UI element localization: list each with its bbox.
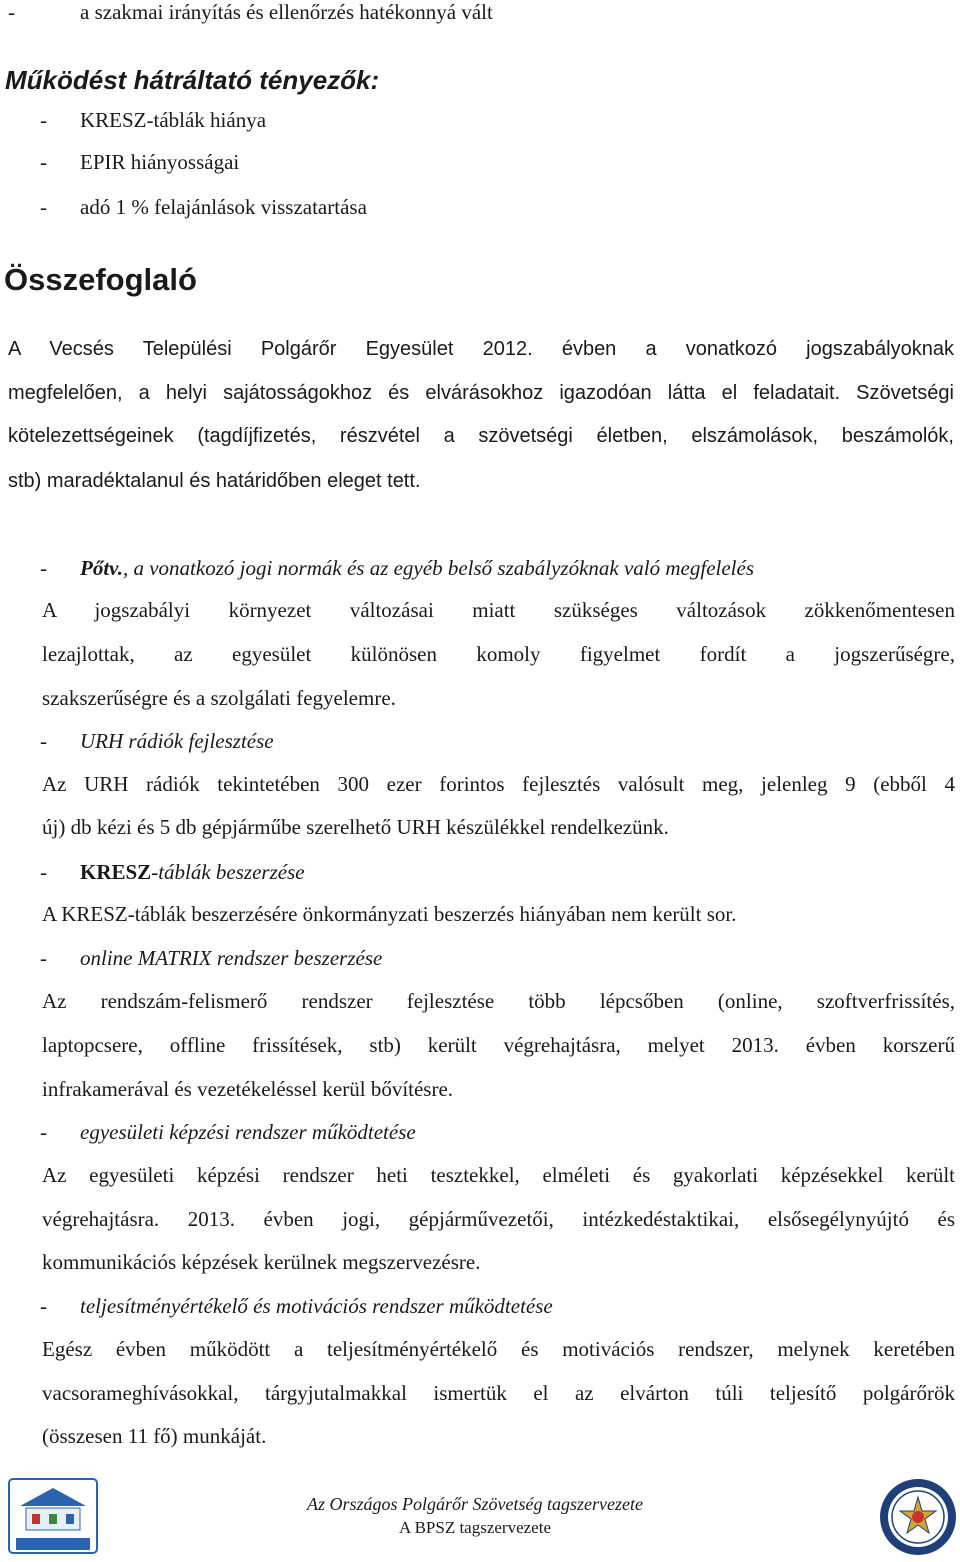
list-dash: - [40, 729, 47, 753]
list-dash: - [40, 150, 47, 174]
opsz-logo-graphic [8, 1478, 98, 1554]
section-line: Az URH rádiók tekintetében 300 ezer forintos fejlesztés valósult meg, jelenleg 9 (ebből 4 [42, 772, 955, 796]
summary-line: kötelezettségeinek (tagdíjfizetés, részvétel a szövetségi életben, elszámolások, beszámolók, [8, 425, 954, 447]
list-dash: - [40, 1294, 47, 1318]
section-title-matrix: online MATRIX rendszer beszerzése [80, 946, 383, 970]
list-dash: - [40, 556, 47, 580]
section-line: Egész évben működött a teljesítményértékelő és motivációs rendszer, melynek keretében [42, 1337, 955, 1361]
section-line: új) db kézi és 5 db gépjárműbe szerelhető URH készülékkel rendelkezünk. [42, 815, 669, 839]
bpsz-seal-logo [878, 1477, 958, 1557]
section-line: végrehajtásra. 2013. évben jogi, gépjárművezetői, intézkedéstaktikai, elsősegélynyújtó és [42, 1207, 955, 1231]
list-dash: - [40, 108, 47, 132]
footer-line-2: A BPSZ tagszervezete [398, 1518, 551, 1537]
section-line: lezajlottak, az egyesület különösen komoly figyelmet fordít a jogszerűségre, [42, 642, 955, 666]
obstacles-heading: Működést hátráltató tényezők: [5, 65, 380, 95]
summary-line: stb) maradéktalanul és határidőben eleget tett. [8, 470, 421, 492]
section-line: szakszerűségre és a szolgálati fegyelemre. [42, 686, 396, 710]
section-title-kresz [80, 860, 305, 885]
section-line: Az rendszám-felismerő rendszer fejlesztése több lépcsőben (online, szoftverfrissítés, [42, 989, 955, 1013]
section-title-rest: , a vonatkozó jogi normák és az egyéb belső szabályzóknak való megfelelés [122, 556, 754, 580]
section-line: A jogszabályi környezet változásai miatt szükséges változások zökkenőmentesen [42, 598, 955, 622]
summary-line: A Vecsés Települési Polgárőr Egyesület 2012. évben a vonatkozó jogszabályoknak [8, 338, 954, 360]
top-item-text: a szakmai irányítás és ellenőrzés hatékonnyá vált [80, 0, 493, 24]
section-title-bold: KRESZ [80, 860, 152, 884]
footer-line-1: Az Országos Polgárőr Szövetség tagszervezete [307, 1494, 643, 1514]
section-title-bold: Pőtv. [80, 556, 123, 580]
list-dash: - [40, 946, 47, 970]
section-line: Az egyesületi képzési rendszer heti tesztekkel, elméleti és gyakorlati képzésekkel került [42, 1163, 955, 1187]
obstacle-item: EPIR hiányosságai [80, 150, 240, 174]
section-title-urh: URH rádiók fejlesztése [80, 729, 274, 753]
section-line: A KRESZ-táblák beszerzésére önkormányzati beszerzés hiányában nem került sor. [42, 902, 737, 926]
opsz-logo [8, 1478, 98, 1554]
section-title-training: egyesületi képzési rendszer működtetése [80, 1120, 416, 1144]
list-dash: - [40, 1120, 47, 1144]
section-line: laptopcsere, offline frissítések, stb) került végrehajtásra, melyet 2013. évben korszerű [42, 1033, 955, 1057]
section-line: infrakamerával és vezetékeléssel kerül bővítésre. [42, 1077, 454, 1101]
obstacle-item: KRESZ-táblák hiánya [80, 108, 267, 132]
bpsz-seal-graphic [878, 1477, 958, 1557]
section-title-performance: teljesítményértékelő és motivációs rendszer működtetése [80, 1294, 553, 1318]
obstacle-item: adó 1 % felajánlások visszatartása [80, 195, 367, 219]
section-line: vacsorameghívásokkal, tárgyjutalmakkal ismertük el az elvárton túli teljesítő polgárőrök [42, 1381, 955, 1405]
section-line: (összesen 11 fő) munkáját. [42, 1424, 267, 1448]
section-title-potv [80, 556, 754, 581]
list-dash: - [40, 195, 47, 219]
summary-heading: Összefoglaló [4, 262, 197, 297]
list-dash: - [40, 860, 47, 884]
summary-line: megfelelően, a helyi sajátosságokhoz és elvárásokhoz igazodóan látta el feladatait. Szövetségi [8, 382, 954, 404]
list-dash: - [8, 0, 15, 24]
section-title-rest: -táblák beszerzése [151, 860, 305, 884]
section-line: kommunikációs képzések kerülnek megszervezésre. [42, 1250, 481, 1274]
